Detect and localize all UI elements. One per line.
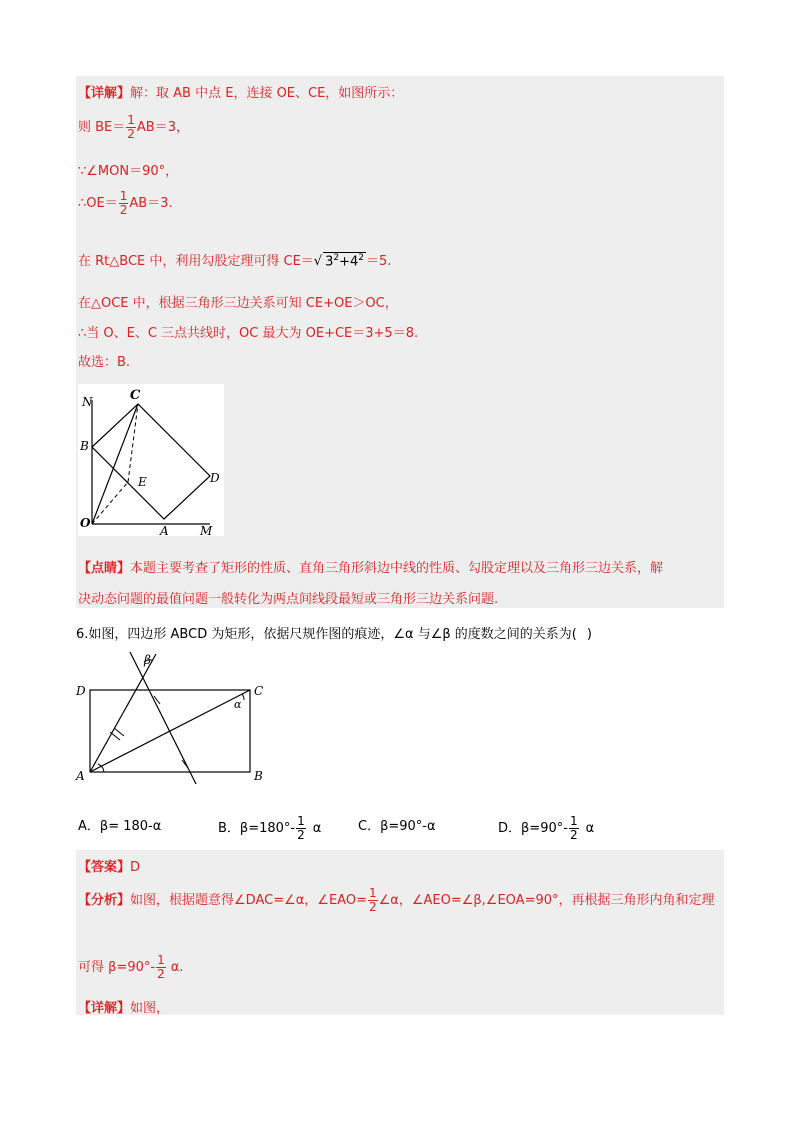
detail-line (78, 82, 403, 101)
option-c: C．β=90°-α (358, 819, 436, 834)
label-d: D (76, 684, 86, 698)
answer-value: D (130, 860, 141, 875)
comment-tag: 【点睛】 (78, 561, 131, 576)
answer-detail-line: 【详解】如图， (78, 1001, 170, 1016)
question-6: 6.如图，四边形 ABCD 为矩形，依据尺规作图的痕迹，∠α 与∠β 的度数之间的关系为( ) (76, 627, 592, 642)
comment-line-1: 【点睛】本题主要考查了矩形的性质、直角三角形斜边中线的性质、勾股定理以及三角形三边关系，解 (78, 561, 664, 576)
figure-rectangle-oabc (78, 384, 224, 536)
option-d: D．β=90°- $\frac{1}{2}$ α (498, 814, 595, 842)
answer-block (76, 850, 724, 1015)
answer-tag: 【答案】 (78, 860, 131, 875)
detail-intro: 解：取 AB 中点 E，连接 OE、CE，如图所示： (130, 86, 404, 101)
label-alpha: α (234, 698, 242, 711)
label-o: O (80, 516, 91, 530)
ce-line: 在 Rt△BCE 中，利用勾股定理可得 CE＝√ $3^2+4^2 =5$. (78, 252, 392, 269)
comment-line-2: 决动态问题的最值问题一般转化为两点间线段最短或三角形三边关系问题. (78, 592, 499, 607)
label-b: B (80, 439, 89, 453)
answer-line (78, 856, 140, 875)
fraction-half: $\frac{1}{2}$ (119, 189, 128, 217)
choice-line: 故选：B. (78, 355, 131, 370)
label-m: M (200, 524, 213, 536)
analysis-line: 【分析】如图，根据题意得∠DAC=∠α，∠EAO= $\frac{1}{2}$ ∠α，∠AEO=∠β,∠EOA=90°，再根据三角形内角和定理 (78, 886, 715, 914)
option-a: A．β= 180-α (78, 819, 162, 834)
fraction-half: $\frac{1}{2}$ (127, 113, 135, 141)
answer-detail-tag: 【详解】 (78, 1001, 131, 1016)
figure-rectangle-abcd (74, 648, 274, 784)
detail-tag: 【详解】 (78, 86, 131, 101)
figure-2-svg (74, 648, 274, 784)
label-c: C (130, 388, 141, 403)
label-a: A (160, 524, 169, 536)
be-line: 则 BE＝ $\frac{1}{2}$ AB＝3， (78, 113, 189, 141)
analysis-tag: 【分析】 (78, 893, 131, 908)
conclude-line: ∴当 O、E、C 三点共线时，OC 最大为 OE+CE＝3+5＝8. (78, 326, 419, 341)
oe-line: ∴OE＝ $\frac{1}{2}$ AB＝3. (78, 189, 173, 217)
label-beta: β (144, 653, 151, 667)
option-b: B．β=180°- $\frac{1}{2}$ α (218, 814, 322, 842)
label-e: E (138, 475, 147, 489)
label-a: A (76, 769, 85, 783)
because-line: ∵∠MON＝90°， (78, 164, 179, 179)
label-n: N (82, 395, 93, 409)
triangle-line: 在△OCE 中，根据三角形三边关系可知 CE+OE＞OC， (78, 296, 398, 311)
label-d: D (210, 471, 220, 485)
figure-1-svg (78, 384, 224, 536)
analysis-line-2: 可得 β=90°- $\frac{1}{2}$ α. (78, 953, 184, 981)
label-b: B (254, 769, 263, 783)
sqrt-expression: $3^2+4^2$ (325, 252, 365, 269)
label-c: C (254, 684, 264, 698)
